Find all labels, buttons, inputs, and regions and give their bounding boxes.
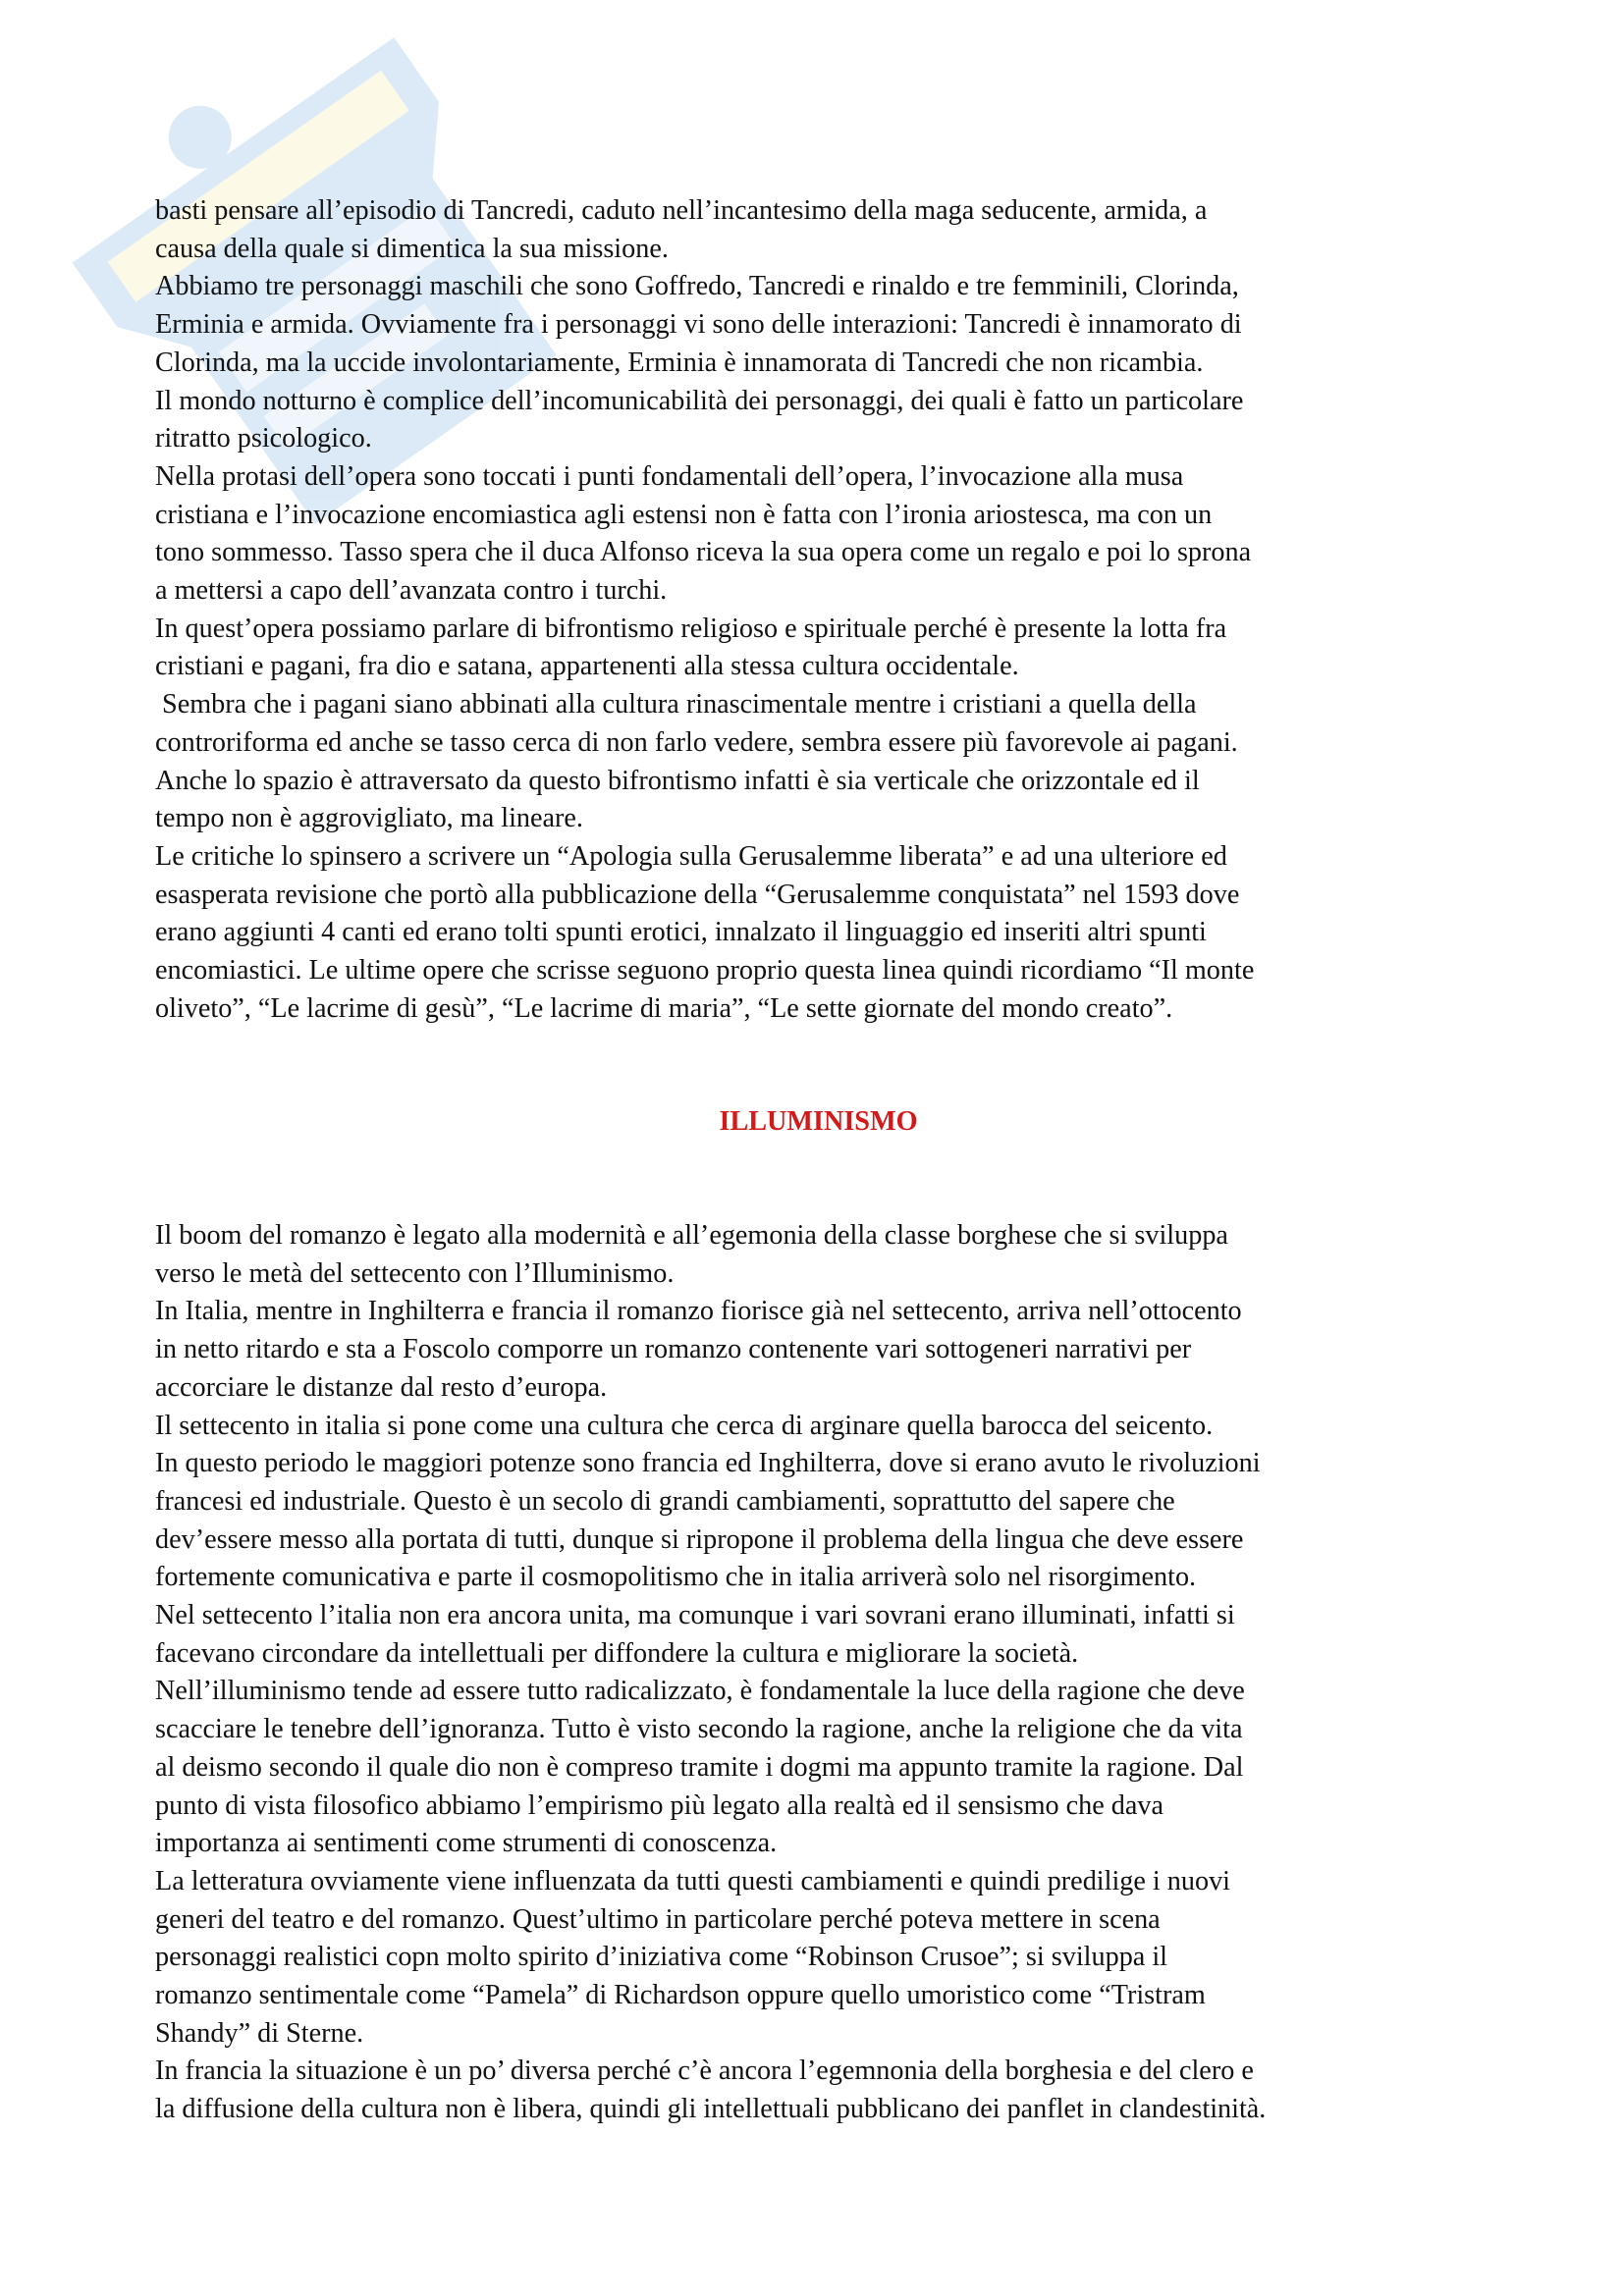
text-line: In francia la situazione è un po’ diversa perché c’è ancora l’egemnonia della borghesia e del clero e [155,2056,1254,2087]
text-line: cristiani e pagani, fra dio e satana, appartenenti alla stessa cultura occidentale. [155,651,1019,682]
paragraph [155,2053,1266,2128]
text-line: basti pensare all’episodio di Tancredi, caduto nell’incantesimo della maga seducente, armida, a [155,195,1208,226]
paragraph [155,1217,1266,1293]
text-line: personaggi realistici copn molto spirito d’iniziativa come “Robinson Crusoe”; si sviluppa il [155,1942,1168,1973]
text-line: a mettersi a capo dell’avanzata contro i turchi. [155,575,668,607]
text-line: scacciare le tenebre dell’ignoranza. Tutto è visto secondo la ragione, anche la religione che da vita [155,1714,1243,1745]
text-line: fortemente comunicativa e parte il cosmopolitismo che in italia arriverà solo nel risorgimento. [155,1562,1197,1593]
text-line: Nel settecento l’italia non era ancora unita, ma comunque i vari sovrani erano illuminati, infatti si [155,1600,1235,1631]
paragraph [155,268,1254,382]
text-line: Erminia e armida. Ovviamente fra i personaggi vi sono delle interazioni: Tancredi è innamorato di [155,309,1242,341]
text-line: romanzo sentimentale come “Pamela” di Richardson oppure quello umoristico come “Tristram [155,1980,1206,2011]
paragraph [155,1445,1266,1597]
text-line: cristiana e l’invocazione encomiastica agli estensi non è fatta con l’ironia ariostesca, ma con un [155,499,1213,530]
text-line: francesi ed industriale. Questo è un secolo di grandi cambiamenti, soprattutto del sapere che [155,1485,1175,1517]
text-line: tempo non è aggrovigliato, ma lineare. [155,803,583,834]
text-line: Il mondo notturno è complice dell’incomunicabilità dei personaggi, dei quali è fatto un particolare [155,385,1244,416]
paragraph [155,1863,1266,2054]
text-line: Shandy” di Sterne. [155,2017,364,2049]
text-line: Il boom del romanzo è legato alla modernità e all’egemonia della classe borghese che si sviluppa [155,1220,1228,1251]
text-line: accorciare le distanze dal resto d’europa. [155,1371,608,1403]
text-line: generi del teatro e del romanzo. Quest’ultimo in particolare perché poteva mettere in scena [155,1903,1161,1935]
paragraph [155,1597,1266,1673]
text-line: La letteratura ovviamente viene influenzata da tutti questi cambiamenti e quindi predilige i nuovi [155,1865,1231,1896]
section-heading: ILLUMINISMO [719,1106,918,1137]
paragraph [155,1673,1266,1863]
section-illuminismo [155,1217,1266,2129]
paragraph [155,611,1254,686]
text-line: In Italia, mentre in Inghilterra e francia il romanzo fiorisce già nel settecento, arriva nell’ottocento [155,1296,1242,1327]
text-line: oliveto”, “Le lacrime di gesù”, “Le lacrime di maria”, “Le sette giornate del mondo creato”. [155,992,1173,1024]
paragraph [155,458,1254,611]
text-line: ritratto psicologico. [155,423,372,454]
text-line: verso le metà del settecento con l’Illuminismo. [155,1257,675,1289]
text-line: encomiastici. Le ultime opere che scrisse seguono proprio questa linea quindi ricordiamo “Il monte [155,955,1255,987]
text-line: in netto ritardo e sta a Foscolo comporre un romanzo contenente vari sottogeneri narrativi per [155,1334,1192,1365]
text-line: Nella protasi dell’opera sono toccati i punti fondamentali dell’opera, l’invocazione alla musa [155,460,1184,492]
text-line: la diffusione della cultura non è libera, quindi gli intellettuali pubblicano dei panflet in clandestinità. [155,2094,1267,2125]
text-line: Sembra che i pagani siano abbinati alla cultura rinascimentale mentre i cristiani a quella della [155,689,1197,721]
paragraph [155,763,1254,838]
text-line: importanza ai sentimenti come strumenti di conoscenza. [155,1828,778,1859]
text-line: esasperata revisione che portò alla pubblicazione della “Gerusalemme conquistata” nel 1593 dove [155,879,1240,910]
paragraph [155,1293,1266,1407]
text-line: Abbiamo tre personaggi maschili che sono Goffredo, Tancredi e rinaldo e tre femminili, Clorinda, [155,271,1239,302]
text-line: In questo periodo le maggiori potenze sono francia ed Inghilterra, dove si erano avuto le rivoluzioni [155,1448,1261,1479]
paragraph [155,383,1254,458]
text-line: Le critiche lo spinsero a scrivere un “Apologia sulla Gerusalemme liberata” e ad una ulteriore ed [155,840,1227,872]
text-line: Il settecento in italia si pone come una cultura che cerca di arginare quella barocca del seicento. [155,1410,1214,1441]
text-line: facevano circondare da intellettuali per diffondere la cultura e migliorare la società. [155,1637,1079,1669]
text-line: punto di vista filosofico abbiamo l’empirismo più legato alla realtà ed il sensismo che dava [155,1789,1164,1821]
paragraph [155,838,1254,1029]
section-tasso [155,192,1254,1028]
text-line: tono sommesso. Tasso spera che il duca Alfonso riceva la sua opera come un regalo e poi lo sprona [155,537,1252,568]
text-line: causa della quale si dimentica la sua missione. [155,233,669,264]
text-line: al deismo secondo il quale dio non è compreso tramite i dogmi ma appunto tramite la ragione. Dal [155,1751,1244,1783]
text-line: erano aggiunti 4 canti ed erano tolti spunti erotici, innalzato il linguaggio ed inseriti altri spunti [155,917,1207,948]
text-line: controriforma ed anche se tasso cerca di non farlo vedere, sembra essere più favorevole ai pagani. [155,726,1238,758]
text-line: dev’essere messo alla portata di tutti, dunque si ripropone il problema della lingua che deve essere [155,1523,1244,1555]
section-heading-wrap [155,1103,1482,1142]
text-line: In quest’opera possiamo parlare di bifrontismo religioso e spirituale perché è presente la lotta fra [155,613,1227,644]
paragraph [155,1408,1266,1446]
text-line: Clorinda, ma la uccide involontariamente, Erminia è innamorata di Tancredi che non ricambia. [155,347,1204,378]
paragraph [155,192,1254,268]
text-line: Nell’illuminismo tende ad essere tutto radicalizzato, è fondamentale la luce della ragione che deve [155,1676,1245,1707]
paragraph [155,686,1254,762]
text-line: Anche lo spazio è attraversato da questo bifrontismo infatti è sia verticale che orizzontale ed il [155,765,1200,796]
